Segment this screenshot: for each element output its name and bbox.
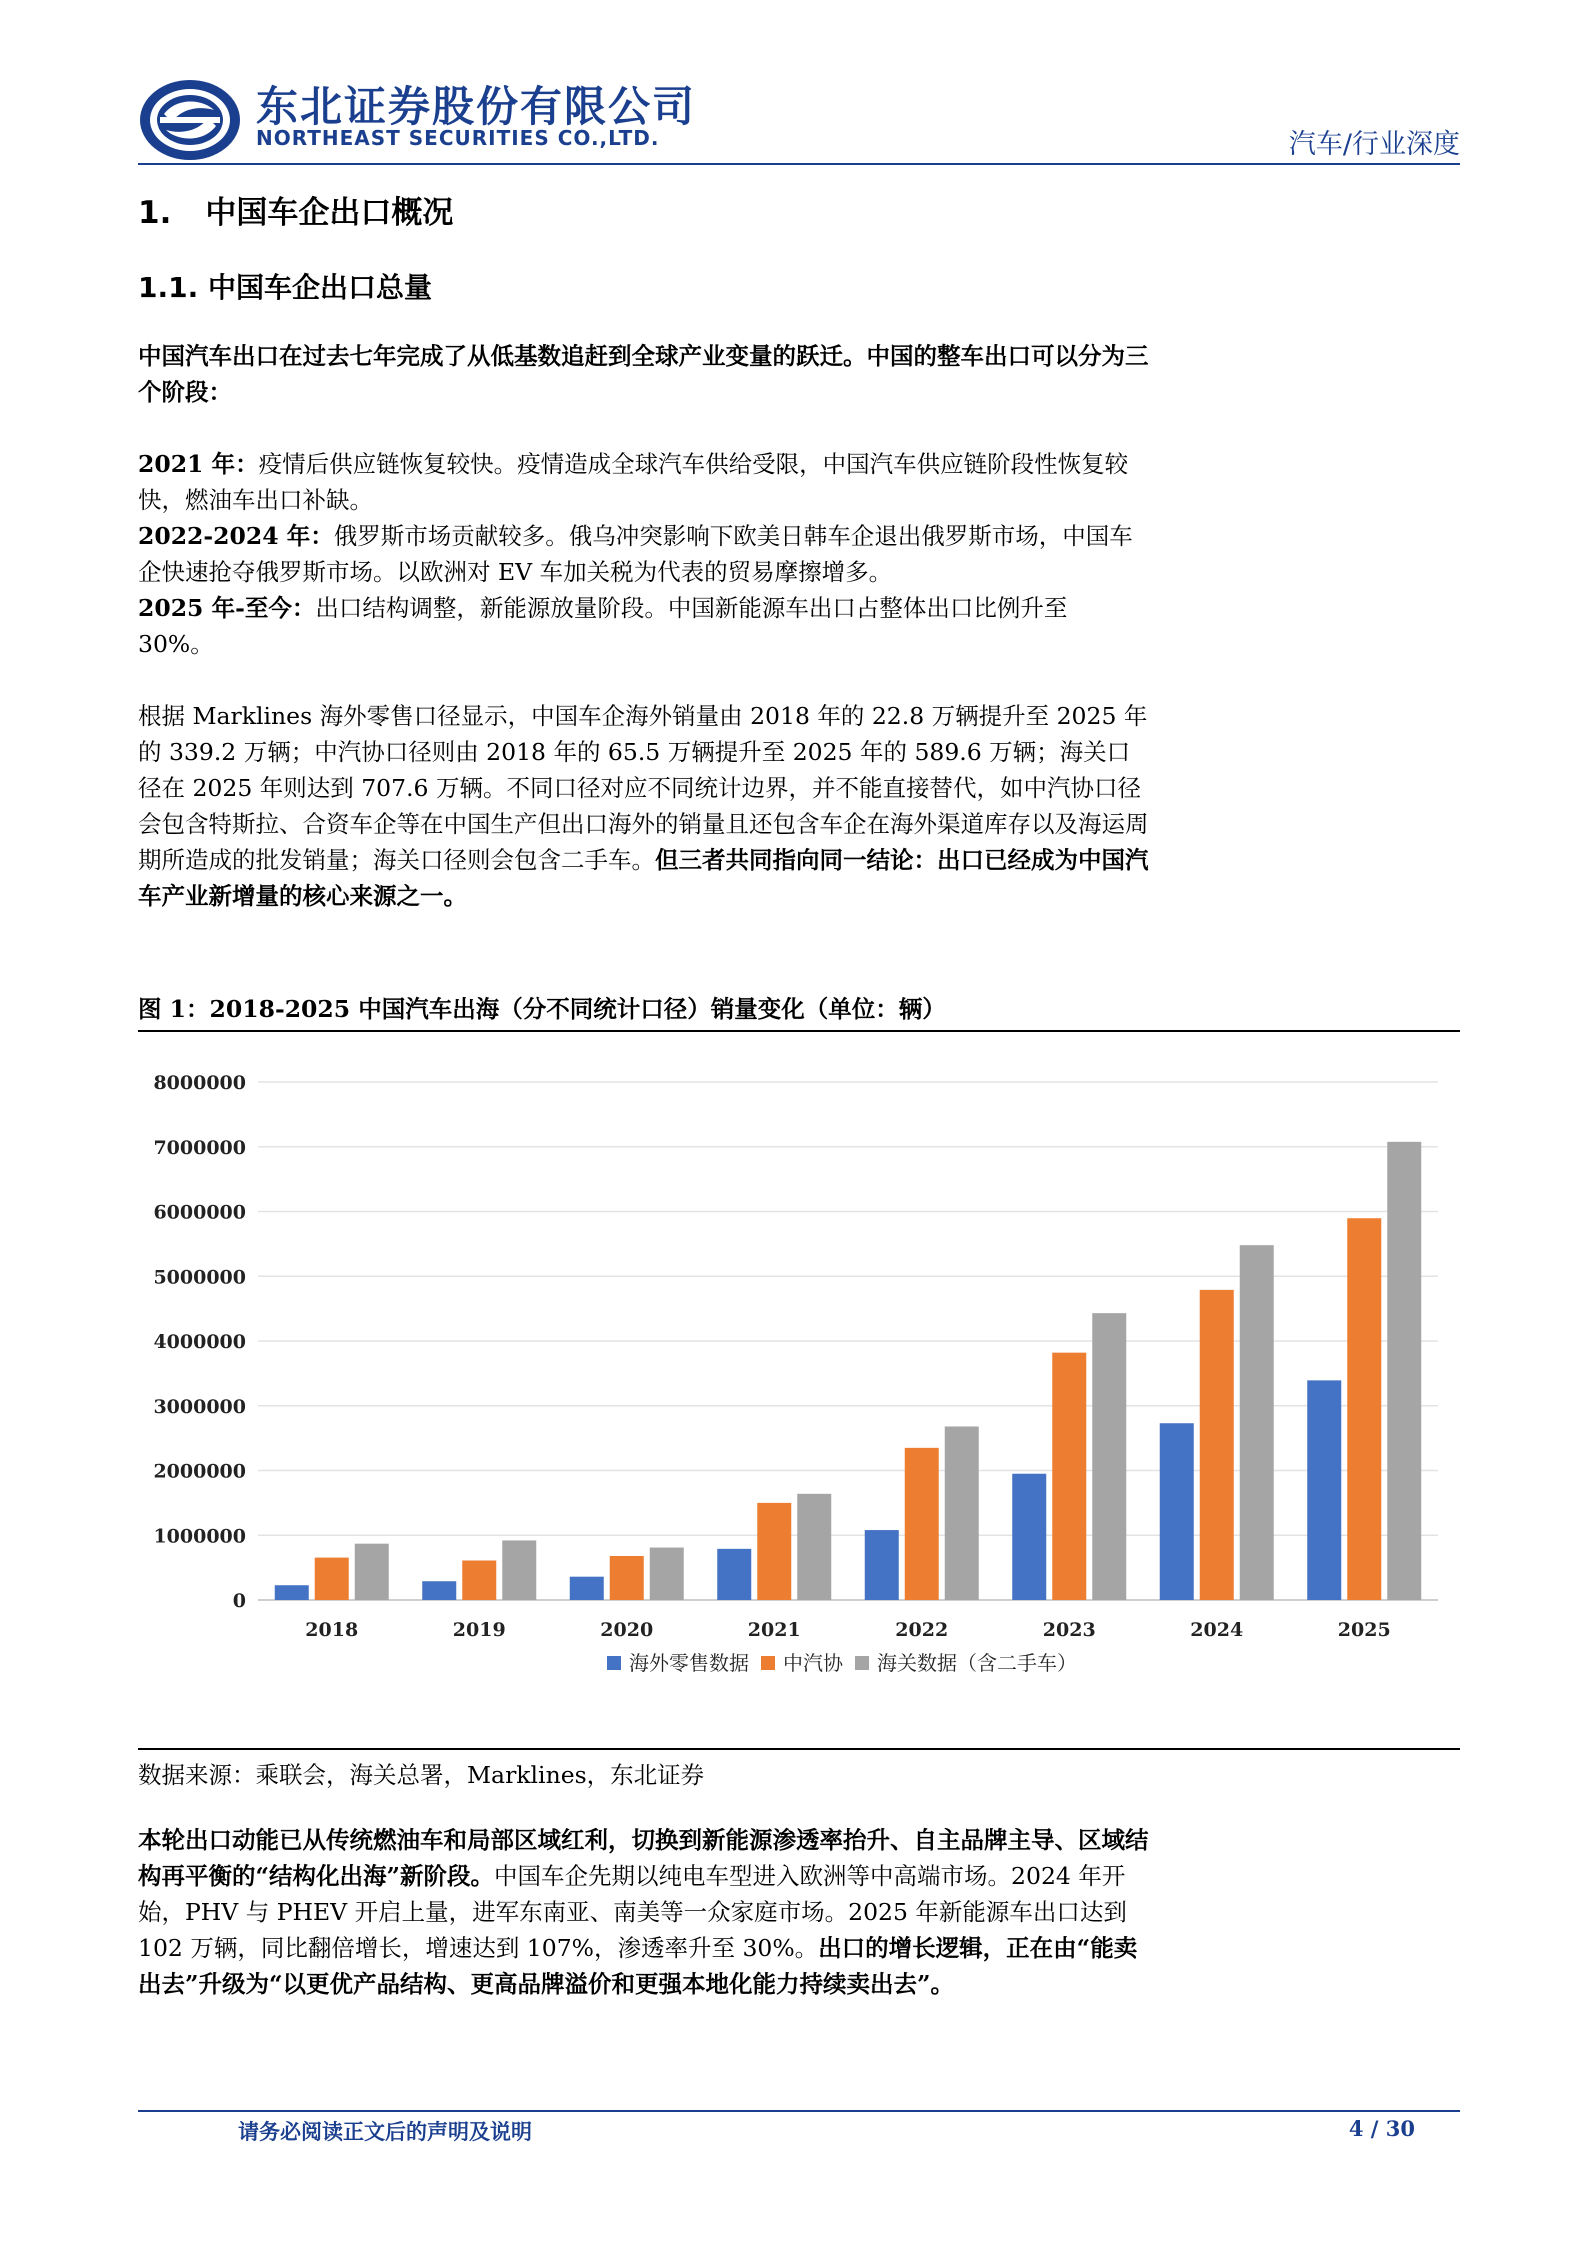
stage-2025 bbox=[138, 590, 1150, 662]
x-tick-label-2018: 2018 bbox=[305, 1619, 359, 1641]
bar-2018-series-2 bbox=[355, 1544, 389, 1600]
bar-2024-series-0 bbox=[1160, 1423, 1194, 1600]
bar-2021-series-2 bbox=[797, 1494, 831, 1600]
stage-2025-label: 2025 年-至今： bbox=[138, 594, 316, 622]
stage-2021 bbox=[138, 446, 1150, 518]
figure-rule-top bbox=[138, 1030, 1460, 1032]
closing-bold-1: 本轮出口动能已从传统燃油车和局部区域红利，切换到新能源渗透率抬升、自主品牌主导、区域结构再平衡的“结构化出海”新阶段。 bbox=[138, 1826, 1149, 1890]
page-number: 4 / 30 bbox=[1348, 2116, 1415, 2141]
bar-2023-series-2 bbox=[1092, 1313, 1126, 1600]
bar-2021-series-0 bbox=[717, 1549, 751, 1600]
legend-label-1: 中汽协 bbox=[783, 1651, 843, 1675]
northeast-securities-logo-icon bbox=[138, 78, 242, 162]
page-header bbox=[138, 72, 1460, 164]
figure-rule-bottom bbox=[138, 1748, 1460, 1750]
y-tick-label: 4000000 bbox=[153, 1331, 246, 1353]
bar-2022-series-0 bbox=[865, 1530, 899, 1600]
stage-2022-2024-text: 俄罗斯市场贡献较多。俄乌冲突影响下欧美日韩车企退出俄罗斯市场，中国车企快速抢夺俄罗斯市场。以欧洲对 EV 车加关税为代表的贸易摩擦增多。 bbox=[138, 522, 1133, 586]
y-tick-label: 2000000 bbox=[153, 1460, 246, 1483]
bar-2019-series-1 bbox=[462, 1561, 496, 1600]
marklines-conclusion: 但三者共同指向同一结论：出口已经成为中国汽车产业新增量的核心来源之一。 bbox=[138, 846, 1149, 910]
bar-2022-series-2 bbox=[945, 1426, 979, 1600]
bar-2025-series-2 bbox=[1387, 1142, 1421, 1600]
bar-2020-series-0 bbox=[570, 1577, 604, 1600]
figure-title: 图 1：2018-2025 中国汽车出海（分不同统计口径）销量变化（单位：辆） bbox=[138, 995, 946, 1023]
x-tick-label-2024: 2024 bbox=[1190, 1619, 1244, 1641]
bar-2025-series-0 bbox=[1307, 1380, 1341, 1600]
legend-label-2: 海关数据（含二手车） bbox=[877, 1651, 1077, 1675]
chart-y-ticks bbox=[153, 1072, 246, 1612]
bar-2022-series-1 bbox=[905, 1448, 939, 1600]
y-tick-label: 8000000 bbox=[153, 1072, 246, 1094]
y-tick-label: 5000000 bbox=[153, 1266, 246, 1289]
x-tick-label-2022: 2022 bbox=[895, 1619, 949, 1641]
y-tick-label: 6000000 bbox=[153, 1201, 246, 1224]
x-tick-label-2020: 2020 bbox=[600, 1619, 654, 1641]
bar-2019-series-0 bbox=[422, 1581, 456, 1600]
marklines-paragraph bbox=[138, 698, 1150, 914]
chart-legend bbox=[607, 1651, 1077, 1675]
header-rule bbox=[138, 163, 1460, 165]
company-name-cn: 东北证券股份有限公司 bbox=[256, 82, 697, 131]
marklines-text: 根据 Marklines 海外零售口径显示，中国车企海外销量由 2018 年的 22.8 万辆提升至 2025 年的 339.2 万辆；中汽协口径则由 2018 年的 65.5 万辆提升至 2025 年的 589.6 万辆；海关口径在 2025 年则达到 707.6 万辆。不同口径对应不同统计边界，并不能直接替代，如中汽协口径会包含特斯拉、合资车企等在中国生产但出口海外的销量且还包含车企在海外渠道库存以及海运周期所造成的批发销量；海关口径则会包含二手车。 bbox=[138, 702, 1149, 874]
stage-2022-2024-label: 2022-2024 年： bbox=[138, 522, 334, 550]
heading-1-number: 1. bbox=[138, 195, 172, 231]
x-tick-label-2019: 2019 bbox=[452, 1619, 506, 1641]
intro-paragraph: 中国汽车出口在过去七年完成了从低基数追赶到全球产业变量的跃迁。中国的整车出口可以分为三个阶段： bbox=[138, 342, 1149, 406]
heading-1 bbox=[138, 190, 1150, 236]
legend-swatch-1 bbox=[761, 1656, 775, 1670]
bar-2024-series-2 bbox=[1240, 1245, 1274, 1600]
bar-2021-series-1 bbox=[757, 1503, 791, 1600]
bar-2023-series-0 bbox=[1012, 1474, 1046, 1600]
bar-2024-series-1 bbox=[1200, 1290, 1234, 1600]
export-sales-bar-chart bbox=[138, 1040, 1460, 1740]
company-name-en: NORTHEAST SECURITIES CO.,LTD. bbox=[256, 126, 660, 150]
y-tick-label: 3000000 bbox=[153, 1395, 246, 1418]
stage-2025-text: 出口结构调整，新能源放量阶段。中国新能源车出口占整体出口比例升至 30%。 bbox=[138, 594, 1068, 658]
y-tick-label: 1000000 bbox=[153, 1525, 246, 1548]
footer-notice: 请务必阅读正文后的声明及说明 bbox=[238, 2120, 532, 2144]
footer-rule bbox=[138, 2110, 1460, 2112]
x-tick-label-2021: 2021 bbox=[747, 1619, 801, 1641]
heading-1-title: 中国车企出口概况 bbox=[205, 195, 454, 231]
stage-2021-text: 疫情后供应链恢复较快。疫情造成全球汽车供给受限，中国汽车供应链阶段性恢复较快，燃油车出口补缺。 bbox=[138, 450, 1129, 514]
bar-2018-series-1 bbox=[315, 1558, 349, 1600]
bar-2018-series-0 bbox=[275, 1585, 309, 1600]
stage-2022-2024 bbox=[138, 518, 1150, 590]
closing-content bbox=[138, 1822, 1150, 2002]
chart-bars bbox=[275, 1142, 1422, 1600]
figure-source: 数据来源：乘联会，海关总署，Marklines，东北证券 bbox=[138, 1761, 705, 1789]
bar-2020-series-2 bbox=[650, 1548, 684, 1600]
heading-1-1: 1.1. 中国车企出口总量 bbox=[138, 271, 432, 304]
bar-2020-series-1 bbox=[610, 1556, 644, 1600]
x-tick-label-2023: 2023 bbox=[1042, 1619, 1096, 1641]
y-tick-label: 0 bbox=[232, 1590, 246, 1612]
main-content bbox=[138, 190, 1150, 914]
closing-bold-2: 出口的增长逻辑，正在由“能卖出去”升级为“以更优产品结构、更高品牌溢价和更强本地化能力持续卖出去”。 bbox=[138, 1934, 1138, 1998]
report-section-tag: 汽车/行业深度 bbox=[1288, 129, 1460, 160]
closing-paragraph bbox=[138, 1822, 1150, 2002]
bar-2019-series-2 bbox=[502, 1540, 536, 1600]
bar-2025-series-1 bbox=[1347, 1218, 1381, 1600]
closing-text: 中国车企先期以纯电车型进入欧洲等中高端市场。2024 年开始，PHV 与 PHEV 开启上量，进军东南亚、南美等一众家庭市场。2025 年新能源车出口达到 102 万辆，同比翻倍增长，增速达到 107%，渗透率升至 30%。 bbox=[138, 1862, 1127, 1962]
legend-swatch-2 bbox=[855, 1656, 869, 1670]
y-tick-label: 7000000 bbox=[153, 1136, 246, 1159]
x-tick-label-2025: 2025 bbox=[1337, 1619, 1391, 1641]
bar-2023-series-1 bbox=[1052, 1353, 1086, 1600]
chart-x-ticks bbox=[305, 1619, 1390, 1641]
legend-label-0: 海外零售数据 bbox=[629, 1651, 749, 1675]
legend-swatch-0 bbox=[607, 1656, 621, 1670]
stage-2021-label: 2021 年： bbox=[138, 450, 259, 478]
